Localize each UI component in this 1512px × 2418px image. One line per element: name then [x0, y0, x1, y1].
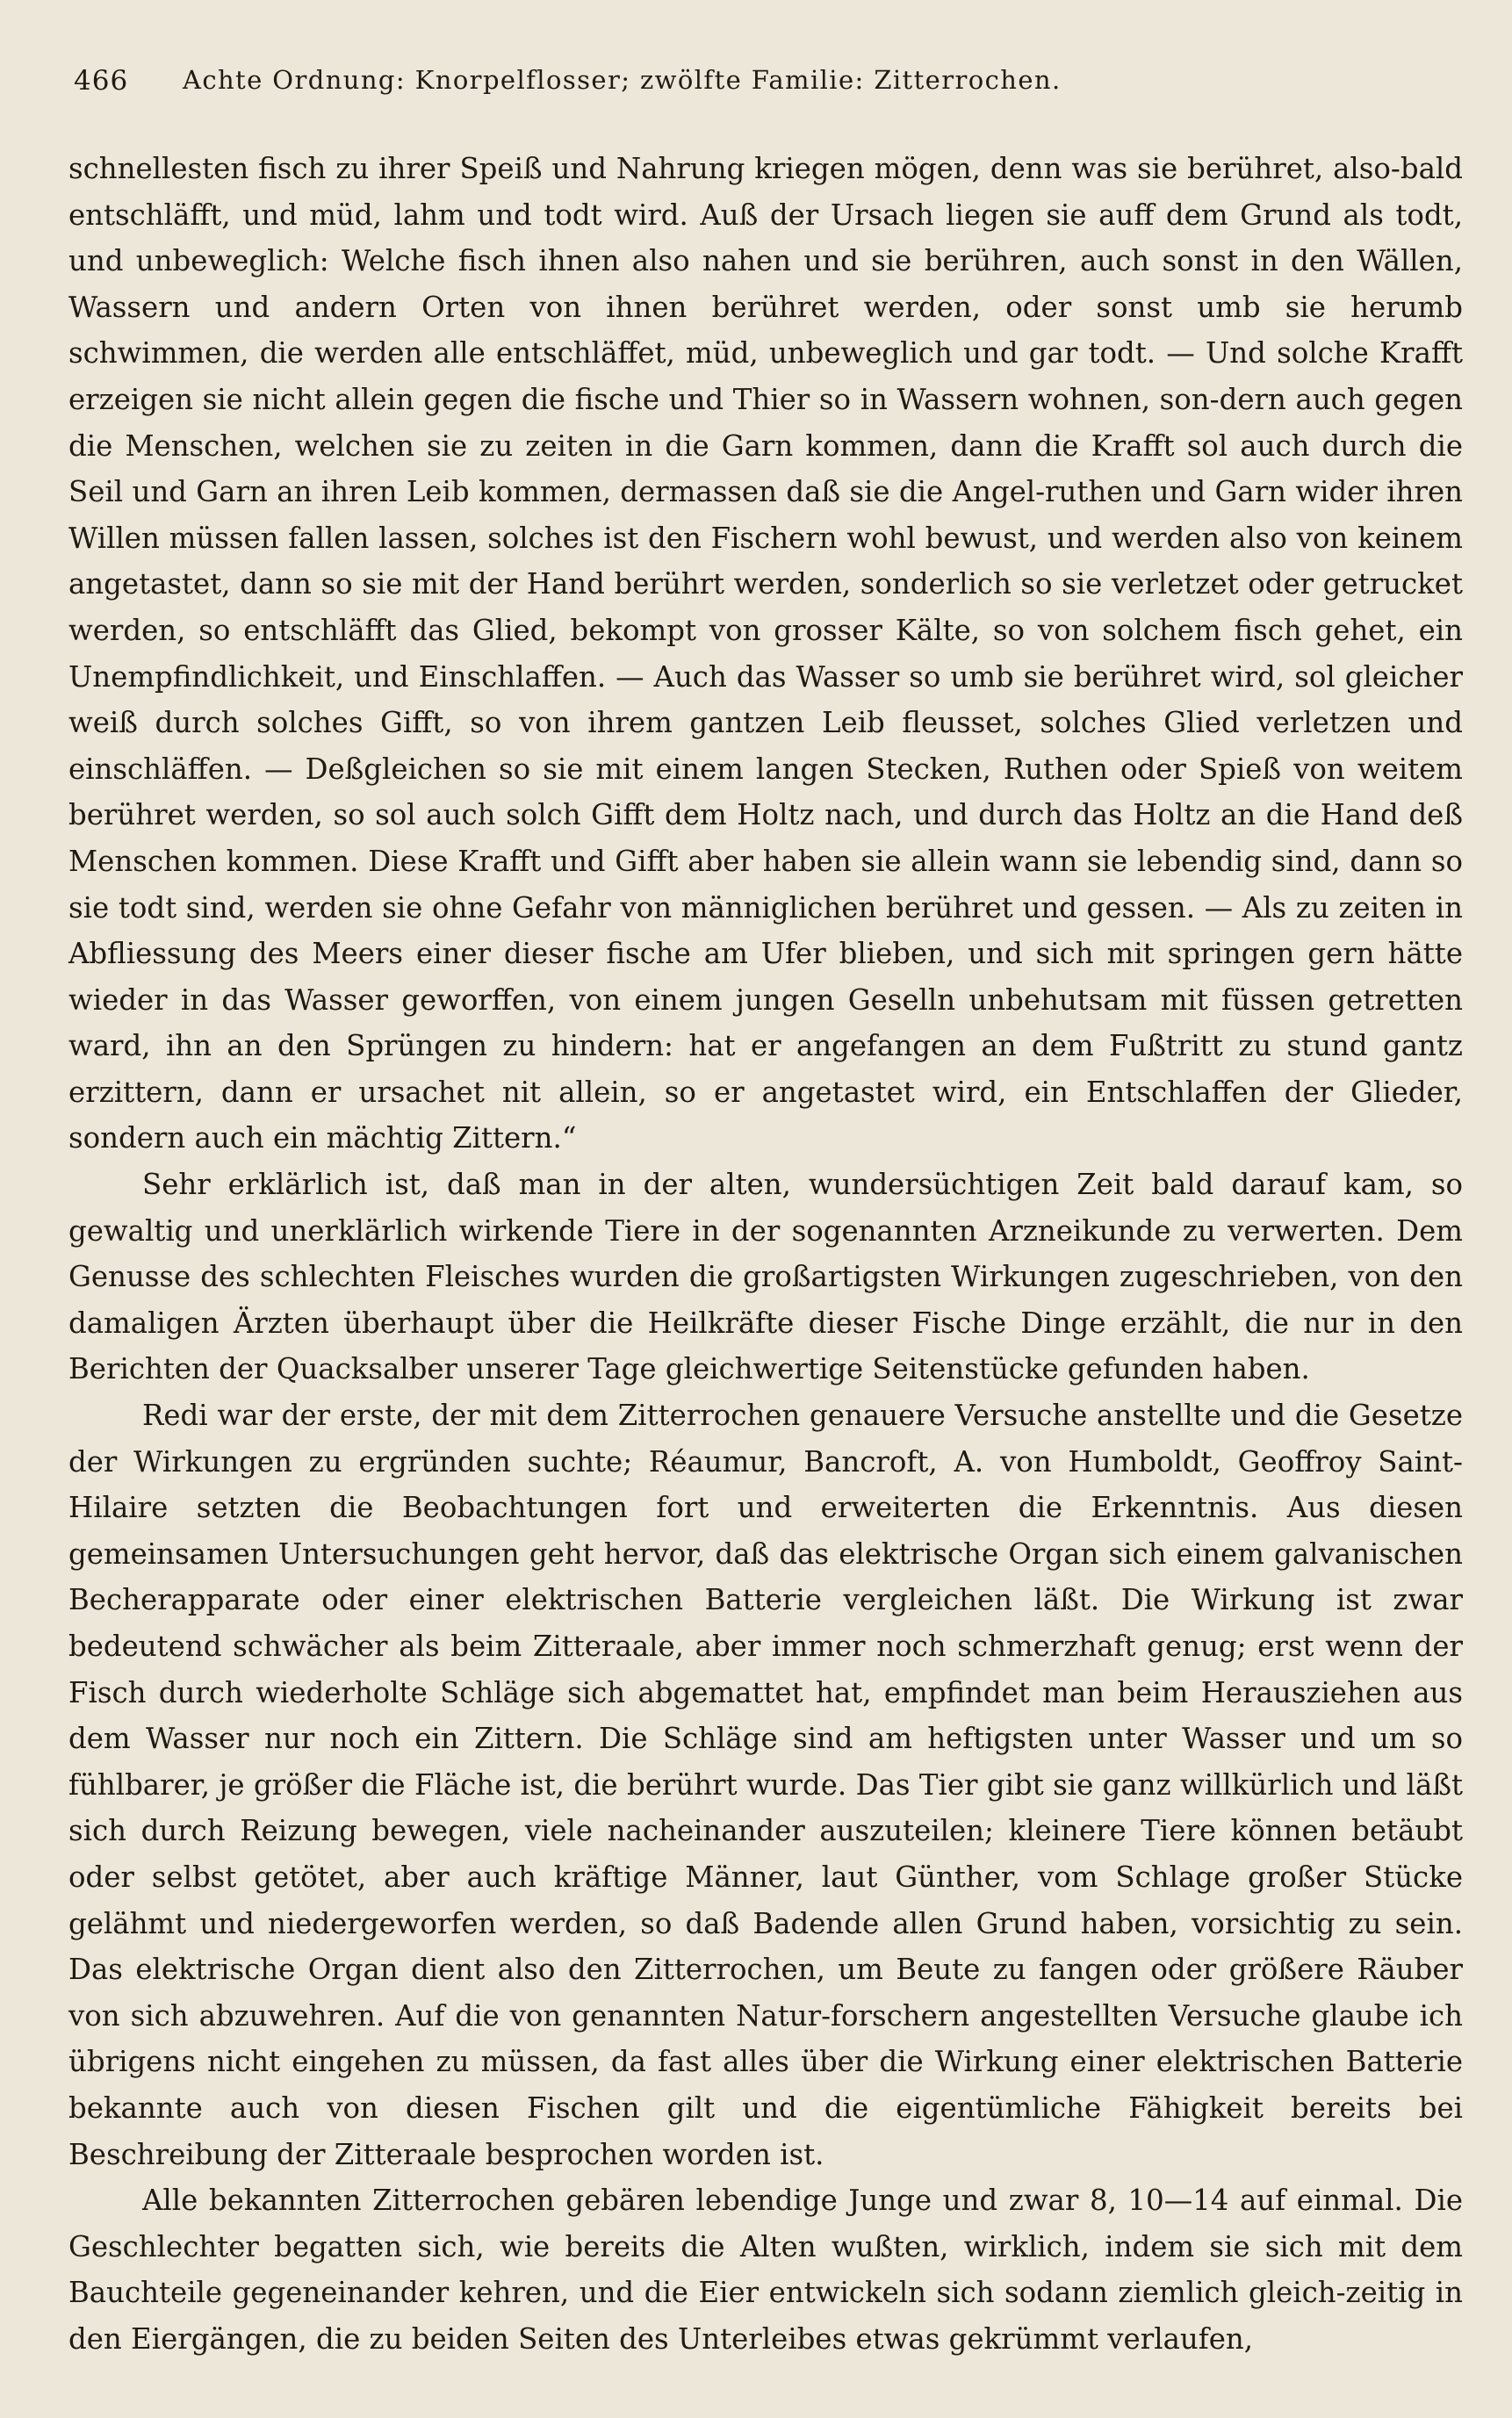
page-number: 466 — [74, 65, 129, 97]
body-text — [68, 146, 1463, 2363]
running-title: Achte Ordnung: Knorpelflosser; zwölfte Familie: Zitterrochen. — [183, 65, 1062, 95]
paragraph-experiments: Redi war der erste, der mit dem Zitterrochen genauere Versuche anstellte und die Gesetze der Wirkungen zu ergründen suchte; Réaumur, Bancroft, A. von Humboldt, Geoffroy Saint-Hilaire setzten die Beobachtungen fort und erweiterten die Erkenntnis. Aus diesen gemeinsamen Untersuchungen geht hervor, daß das elektrische Organ sich einem galvanischen Becherapparate oder einer elektrischen Batterie vergleichen läßt. Die Wirkung ist zwar bedeutend schwächer als beim Zitteraale, aber immer noch schmerzhaft genug; erst wenn der Fisch durch wiederholte Schläge sich abgemattet hat, empfindet man beim Herausziehen aus dem Wasser nur noch ein Zittern. Die Schläge sind am heftigsten unter Wasser und um so fühlbarer, je größer die Fläche ist, die berührt wurde. Das Tier gibt sie ganz willkürlich und läßt sich durch Reizung bewegen, viele nacheinander auszuteilen; kleinere Tiere können betäubt oder selbst getötet, aber auch kräftige Männer, laut Günther, vom Schlage großer Stücke gelähmt und niedergeworfen werden, so daß Badende allen Grund haben, vorsichtig zu sein. Das elektrische Organ dient also den Zitterrochen, um Beute zu fangen oder größere Räuber von sich abzuwehren. Auf die von genannten Natur-forschern angestellten Versuche glaube ich übrigens nicht eingehen zu müssen, da fast alles über die Wirkung einer elektrischen Batterie bekannte auch von diesen Fischen gilt und die eigentümliche Fähigkeit bereits bei Beschreibung der Zitteraale besprochen worden ist. — [68, 1399, 1463, 2171]
paragraph-medicine: Sehr erklärlich ist, daß man in der alten, wundersüchtigen Zeit bald darauf kam, so gewaltig und unerklärlich wirkende Tiere in der sogenannten Arzneikunde zu verwerten. Dem Genusse des schlechten Fleisches wurden die großartigsten Wirkungen zugeschrieben, von den damaligen Ärzten überhaupt über die Heilkräfte dieser Fische Dinge erzählt, die nur in den Berichten der Quacksalber unserer Tage gleichwertige Seitenstücke gefunden haben. — [68, 1168, 1463, 1386]
paragraph-quote-continuation: schnellesten fisch zu ihrer Speiß und Nahrung kriegen mögen, denn was sie berühret, also-bald entschläfft, und müd, lahm und todt wird. Auß der Ursach liegen sie auff dem Grund als todt, und unbeweglich: Welche fisch ihnen also nahen und sie berühren, auch sonst in den Wällen, Wassern und andern Orten von ihnen berühret werden, oder sonst umb sie herumb schwimmen, die werden alle entschläffet, müd, unbeweglich und gar todt. — Und solche Krafft erzeigen sie nicht allein gegen die fische und Thier so in Wassern wohnen, son-dern auch gegen die Menschen, welchen sie zu zeiten in die Garn kommen, dann die Krafft sol auch durch die Seil und Garn an ihren Leib kommen, dermassen daß sie die Angel-ruthen und Garn wider ihren Willen müssen fallen lassen, solches ist den Fischern wohl bewust, und werden also von keinem angetastet, dann so sie mit der Hand berührt werden, sonderlich so sie verletzet oder getrucket werden, so entschläfft das Glied, bekompt von grosser Kälte, so von solchem fisch gehet, ein Unempfindlichkeit, und Einschlaffen. — Auch das Wasser so umb sie berühret wird, sol gleicher weiß durch solches Gifft, so von ihrem gantzen Leib fleusset, solches Glied verletzen und einschläffen. — Deßgleichen so sie mit einem langen Stecken, Ruthen oder Spieß von weitem berühret werden, so sol auch solch Gifft dem Holtz nach, und durch das Holtz an die Hand deß Menschen kommen. Diese Krafft und Gifft aber haben sie allein wann sie lebendig sind, dann so sie todt sind, werden sie ohne Gefahr von männiglichen berühret und gessen. — Als zu zeiten in Abfliessung des Meers einer dieser fische am Ufer blieben, und sich mit springen gern hätte wieder in das Wasser geworffen, von einem jungen Geselln unbehutsam mit füssen getretten ward, ihn an den Sprüngen zu hindern: hat er angefangen an dem Fußtritt zu stund gantz erzittern, dann er ursachet nit allein, so er angetastet wird, ein Entschlaffen der Glieder, sondern auch ein mächtig Zittern.“ — [68, 152, 1463, 1155]
running-head — [68, 54, 1463, 100]
paragraph-reproduction: Alle bekannten Zitterrochen gebären lebendige Junge und zwar 8, 10—14 auf einmal. Die Geschlechter begatten sich, wie bereits die Alten wußten, wirklich, indem sie sich mit dem Bauchteile gegeneinander kehren, und die Eier entwickeln sich sodann ziemlich gleich-zeitig in den Eiergängen, die zu beiden Seiten des Unterleibes etwas gekrümmt verlaufen, — [68, 2184, 1463, 2356]
